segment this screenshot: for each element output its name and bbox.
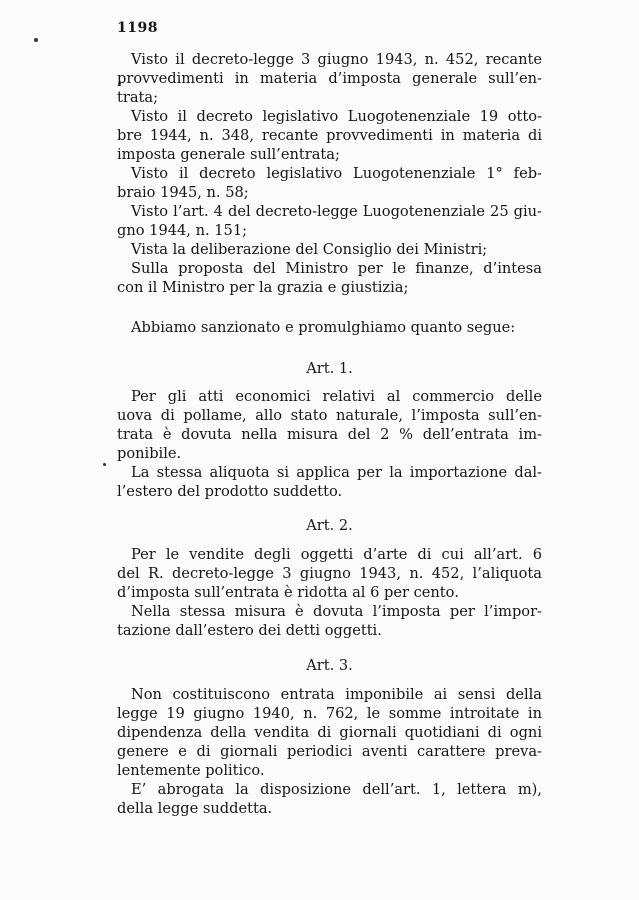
text-line: E’ abrogata la disposizione dell’art. 1, lettera m), [131, 781, 542, 798]
scan-speck [103, 463, 106, 466]
enactment-line: Abbiamo sanzionato e promulghiamo quanto segue: [131, 319, 516, 336]
article-2-paragraph-2 [117, 602, 542, 640]
text-line: con il Ministro per la grazia e giustizia; [117, 279, 409, 296]
text-line: tazione dall’estero dei detti oggetti. [117, 622, 382, 639]
text-line: braio 1945, n. 58; [117, 184, 249, 201]
article-1-paragraph-1 [117, 387, 542, 463]
article-2-body [117, 545, 542, 640]
text-line: della legge suddetta. [117, 800, 273, 817]
article-1-body [117, 387, 542, 501]
text-line: legge 19 giugno 1940, n. 762, le somme introitate in [117, 705, 542, 722]
scan-speck [34, 38, 38, 42]
preamble-deliberazione [117, 240, 542, 259]
text-line: trata è dovuta nella misura del 2 % dell’entrata im- [117, 426, 542, 443]
text-line: Non costituiscono entrata imponibile ai sensi della [131, 686, 542, 703]
text-line: Visto l’art. 4 del decreto-legge Luogotenenziale 25 giu- [131, 203, 542, 220]
text-line: La stessa aliquota si applica per la importazione dal- [131, 464, 542, 481]
text-line: genere e di giornali periodici aventi carattere preva- [117, 743, 542, 760]
text-line: Per le vendite degli oggetti d’arte di cui all’art. 6 [131, 546, 542, 563]
page-number: 1198 [117, 20, 158, 36]
text-line: l’estero del prodotto suddetto. [117, 483, 343, 500]
text-line: Vista la deliberazione del Consiglio dei Ministri; [131, 241, 488, 258]
preamble-visto-1944 [117, 107, 542, 164]
text-line: lentemente politico. [117, 762, 265, 779]
text-line: dipendenza della vendita di giornali quotidiani di ogni [117, 724, 542, 741]
text-line: provvedimenti in materia d’imposta generale sull’en- [117, 70, 542, 87]
preamble-proposta [117, 259, 542, 297]
text-line: Sulla proposta del Ministro per le finanze, d’intesa [131, 260, 542, 277]
text-line: trata; [117, 89, 159, 106]
text-line: Per gli atti economici relativi al commercio delle [131, 388, 542, 405]
article-1-paragraph-2 [117, 463, 542, 501]
text-line: uova di pollame, allo stato naturale, l’imposta sull’en- [117, 407, 542, 424]
preamble-visto-art4 [117, 202, 542, 240]
text-line: del R. decreto-legge 3 giugno 1943, n. 452, l’aliquota [117, 565, 542, 582]
text-line: bre 1944, n. 348, recante provvedimenti in materia di [117, 127, 542, 144]
text-line: d’imposta sull’entrata è ridotta al 6 per cento. [117, 584, 459, 601]
text-line: Visto il decreto legislativo Luogotenenziale 19 otto- [131, 108, 542, 125]
preamble-visto-1945 [117, 164, 542, 202]
article-3-paragraph-1 [117, 685, 542, 780]
text-line: imposta generale sull’entrata; [117, 146, 340, 163]
preamble-visto-1943 [117, 50, 542, 107]
article-3-title: Art. 3. [306, 657, 353, 674]
article-2-title: Art. 2. [306, 517, 353, 534]
article-1-title: Art. 1. [306, 360, 353, 377]
preamble [117, 50, 542, 297]
article-3-paragraph-2 [117, 780, 542, 818]
text-line: Visto il decreto-legge 3 giugno 1943, n. 452, recante [131, 51, 542, 68]
text-line: ponibile. [117, 445, 182, 462]
enactment [117, 318, 542, 337]
text-line: Nella stessa misura è dovuta l’imposta per l’impor- [131, 603, 542, 620]
article-3-body [117, 685, 542, 818]
article-2-paragraph-1 [117, 545, 542, 602]
text-line: gno 1944, n. 151; [117, 222, 248, 239]
text-line: Visto il decreto legislativo Luogotenenziale 1° feb- [131, 165, 542, 182]
